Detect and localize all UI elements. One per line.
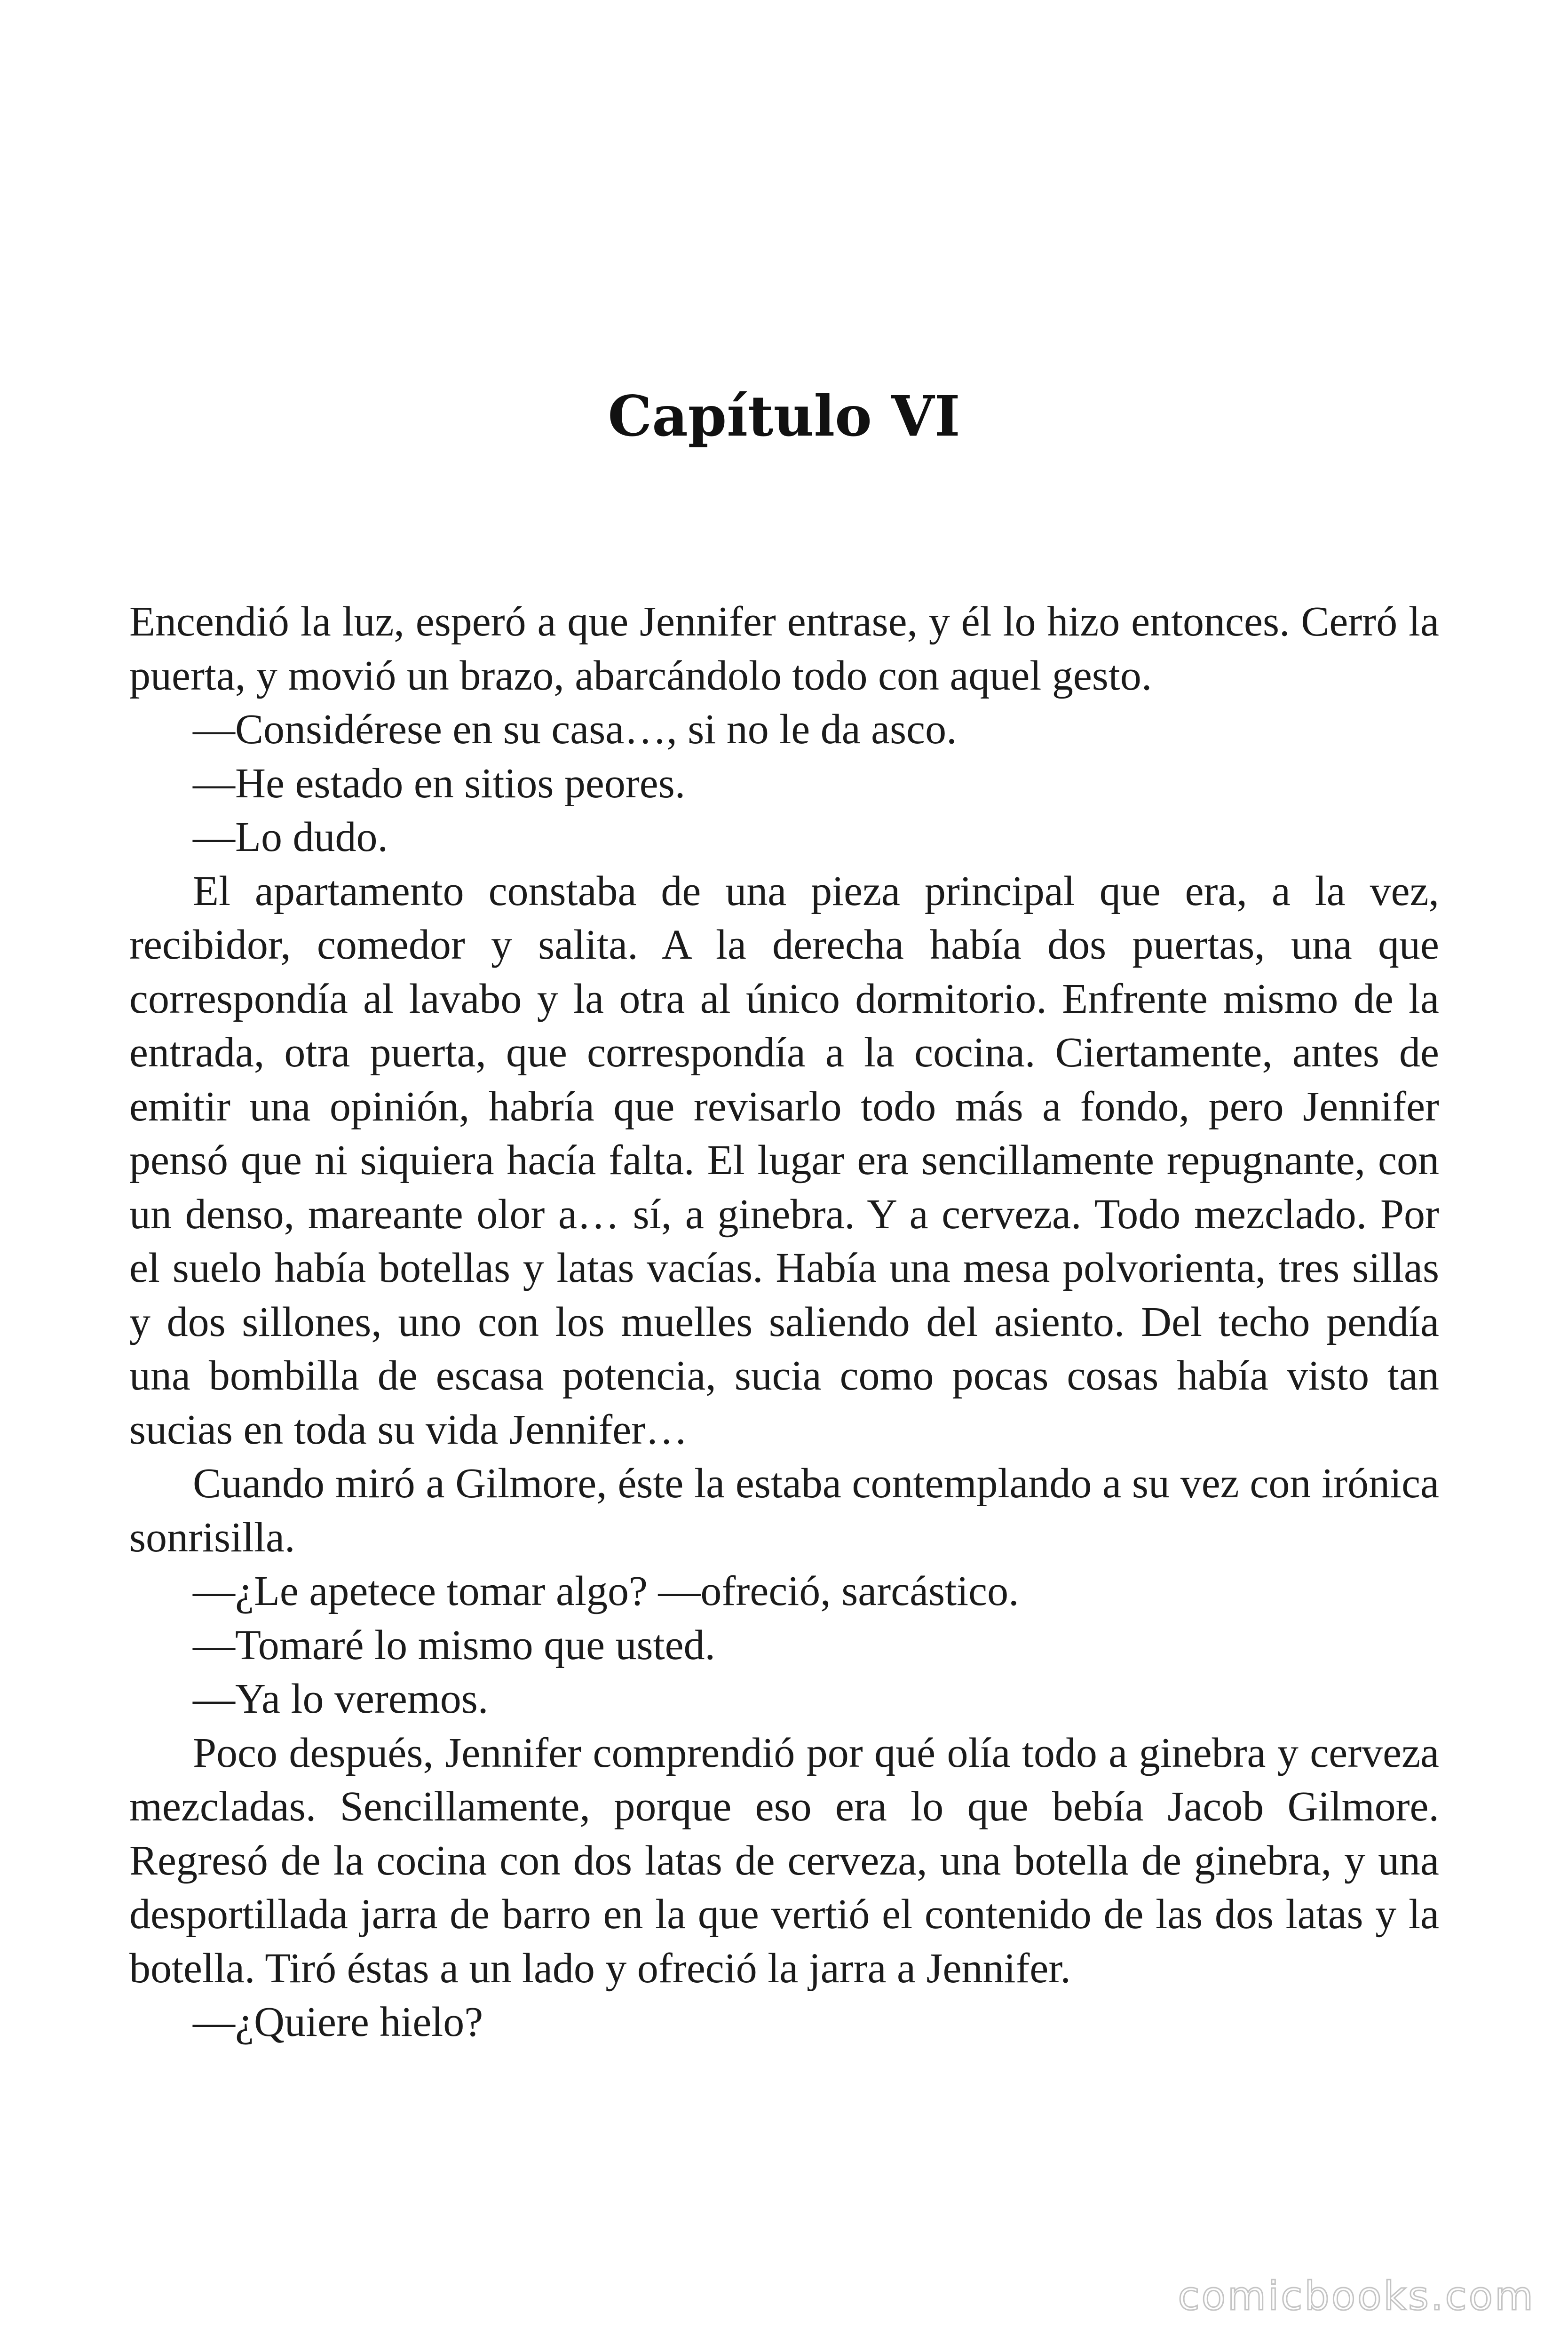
dialogue-line: —Lo dudo. — [193, 814, 388, 860]
dialogue-line: —¿Quiere hielo? — [193, 1999, 483, 2045]
paragraph: Poco después, Jennifer comprendió por qué olía todo a ginebra y cerveza mezcladas. Sencillamente, porque eso era lo que bebía Jacob Gilmore. Regresó de la cocina con dos latas de cerveza, una botella de ginebra, y una desportillada jarra de barro en la que vertió el contenido de las dos latas y la botella. Tiró éstas a un lado y ofreció la jarra a Jennifer. — [129, 1729, 1439, 1992]
dialogue-line: —¿Le apetece tomar algo? —ofreció, sarcástico. — [193, 1568, 1019, 1614]
chapter-body — [129, 595, 1439, 2050]
dialogue-line: —He estado en sitios peores. — [193, 760, 686, 807]
dialogue-line: —Considérese en su casa…, si no le da asco. — [193, 706, 957, 753]
dialogue-line: —Ya lo veremos. — [193, 1676, 489, 1722]
paragraph: Cuando miró a Gilmore, éste la estaba contemplando a su vez con irónica sonrisilla. — [129, 1460, 1439, 1561]
paragraph: El apartamento constaba de una pieza principal que era, a la vez, recibidor, comedor y salita. A la derecha había dos puertas, una que correspondía al lavabo y la otra al único dormitorio. Enfrente mismo de la entrada, otra puerta, que correspondía a la cocina. Ciertamente, antes de emitir una opinión, habría que revisarlo todo más a fondo, pero Jennifer pensó que ni siquiera hacía falta. El lugar era sencillamente repugnante, con un denso, mareante olor a… sí, a ginebra. Y a cerveza. Todo mezclado. Por el suelo había botellas y latas vacías. Había una mesa polvorienta, tres sillas y dos sillones, uno con los muelles saliendo del asiento. Del techo pendía una bombilla de escasa potencia, sucia como pocas cosas había visto tan sucias en toda su vida Jennifer… — [129, 867, 1439, 1453]
chapter-title: Capítulo VI — [608, 383, 960, 449]
dialogue-line: —Tomaré lo mismo que usted. — [193, 1621, 716, 1669]
paragraph: Encendió la luz, esperó a que Jennifer entrase, y él lo hizo entonces. Cerró la puerta, y movió un brazo, abarcándolo todo con aquel gesto. — [129, 598, 1439, 699]
watermark: comicbooks.com — [1178, 2273, 1535, 2319]
